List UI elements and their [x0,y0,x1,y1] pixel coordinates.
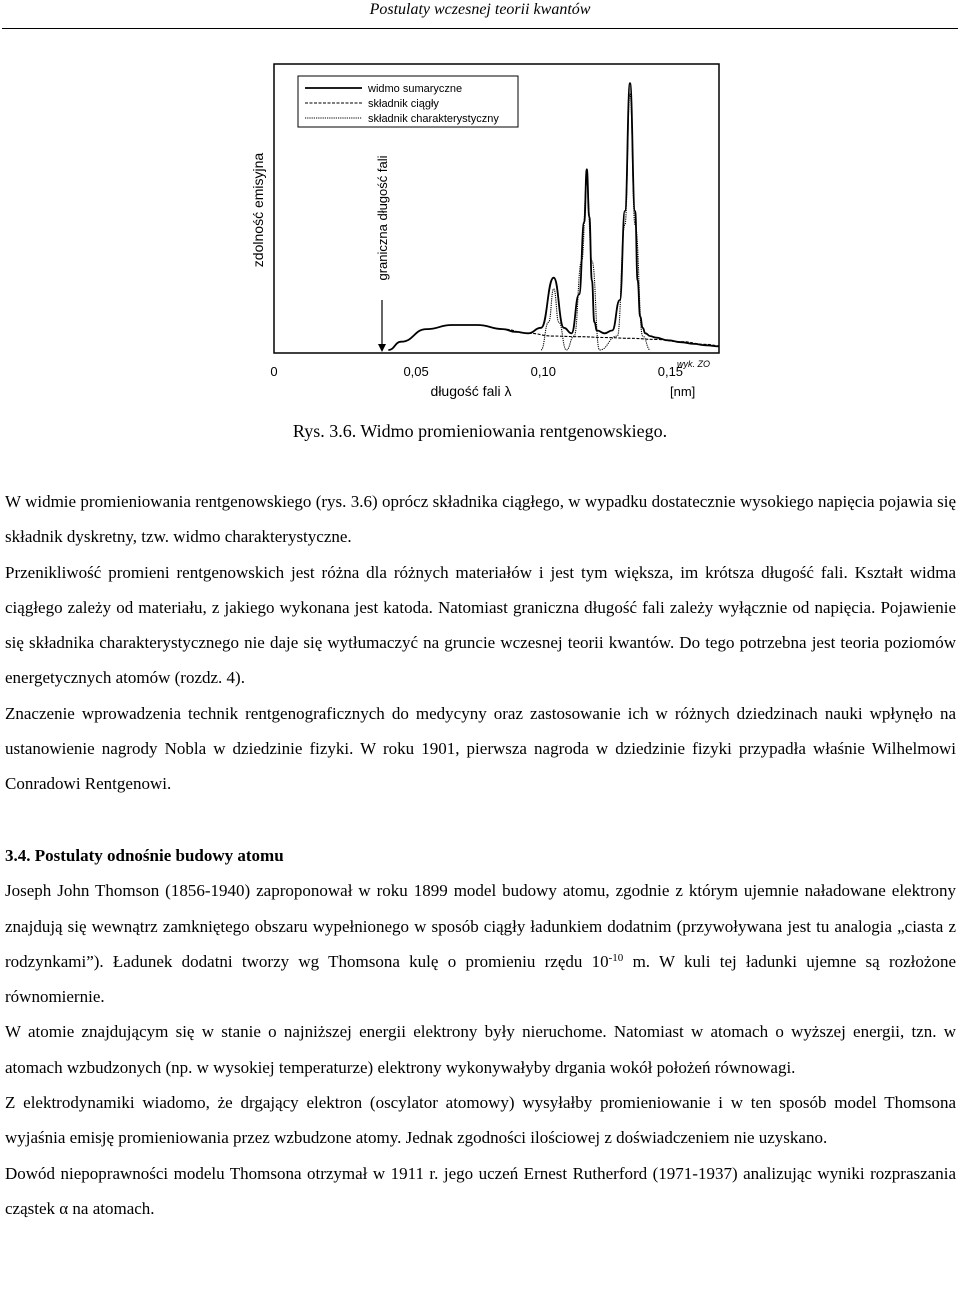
paragraph-6: Z elektrodynamiki wiadomo, że drgający elektron (oscylator atomowy) wysyłałby promieniowanie i w ten sposób model Thomsona wyjaśnia emisję promieniowania przez wzbudzone atomy. Jednak zgodności ilościowej z doświadczeniem nie uzyskano. [5,1093,956,1148]
x-axis-unit: [nm] [670,384,696,399]
x-tick-label: 0,05 [403,364,429,379]
legend-label-characteristic: składnik charakterystyczny [368,113,499,125]
paragraph-5: W atomie znajdującym się w stanie o najniższej energii elektrony były nieruchome. Natomiast w atomach o wyższej energii, tzn. w atomach wzbudzonych (np. w wysokiej temperaturze) elektrony wykonywałyby drgania wokół położeń równowagi. [5,1022,956,1077]
x-tick-label: 0,10 [530,364,556,379]
paragraph-2: Przenikliwość promieni rentgenowskich jest różna dla różnych materiałów i jest tym większa, im krótsza długość fali. Kształt widma ciągłego zależy od materiału, z jakiego wykonana jest katoda. Natomiast graniczna długość fali zależy wyłącznie od napięcia. Pojawienie się składnika charakterystycznego nie daje się wytłumaczyć na gruncie wczesnej teorii kwantów. Do tego potrzebna jest teoria poziomów energetycznych atomów (rozdz. 4). [5,562,956,688]
y-axis-label: zdolność emisyjna [250,152,266,268]
x-axis-label: długość fali λ [430,383,512,399]
figure [0,60,960,410]
author-mark: wyk. ZO [677,359,710,369]
x-ray-spectrum-chart [0,60,960,410]
series-line-1 [388,325,719,350]
figure-caption: Rys. 3.6. Widmo promieniowania rentgenowskiego. [292,421,668,441]
series-line-2 [541,94,650,350]
paragraph-4 [5,873,956,1014]
paragraph-7: Dowód niepoprawności modelu Thomsona otrzymał w 1911 r. jego uczeń Ernest Rutherford (1971-1937) analizując wyniki rozpraszania cząstek α na atomach. [5,1163,956,1218]
paragraph-4-text-a: Joseph John Thomson (1856-1940) zaproponował w roku 1899 model budowy atomu, zgodnie z którym ujemnie naładowane elektrony znajdują się wewnątrz zamkniętego obszaru wypełnionego w sposób ciągły ładunkiem dodatnim (przywoływana jest tu analogia „ciasta z rodzynkami”). Ładunek dodatni tworzy wg Thomsona kulę o promieniu rzędu 10 [5,881,956,971]
limit-arrow-head [378,344,386,352]
header-rule [2,28,958,29]
paragraph-1: W widmie promieniowania rentgenowskiego (rys. 3.6) oprócz składnika ciągłego, w wypadku dostatecznie wysokiego napięcia pojawia się składnik dyskretny, tzw. widmo charakterystyczne. [5,492,956,547]
x-tick-labels [270,364,683,379]
paragraph-3: Znaczenie wprowadzenia technik rentgenograficznych do medycyny oraz zastosowanie ich w różnych dziedzinach nauki wpłynęło na ustanowienie nagrody Nobla w dziedzinie fizyki. W roku 1901, pierwsza nagroda w dziedzinie fizyki przypadła właśnie Wilhelmowi Conradowi Rentgenowi. [5,703,956,794]
paragraph-4-text-b: m. W kuli tej ładunki ujemne są rozłożone równomiernie. [5,951,956,1007]
section-heading: 3.4. Postulaty odnośnie budowy atomu [5,846,284,865]
legend-label-total: widmo sumaryczne [368,83,463,95]
running-header: Postulaty wczesnej teorii kwantów [369,1,591,18]
limit-wavelength-annotation: graniczna długość fali [375,155,390,281]
legend-label-continuous: składnik ciągły [368,98,439,110]
body-text-bottom [5,838,956,1226]
x-tick-label: 0 [270,364,278,379]
exponent: -10 [608,951,624,964]
x-tick-label: 0,15 [657,364,684,379]
body-text-top [5,484,956,802]
